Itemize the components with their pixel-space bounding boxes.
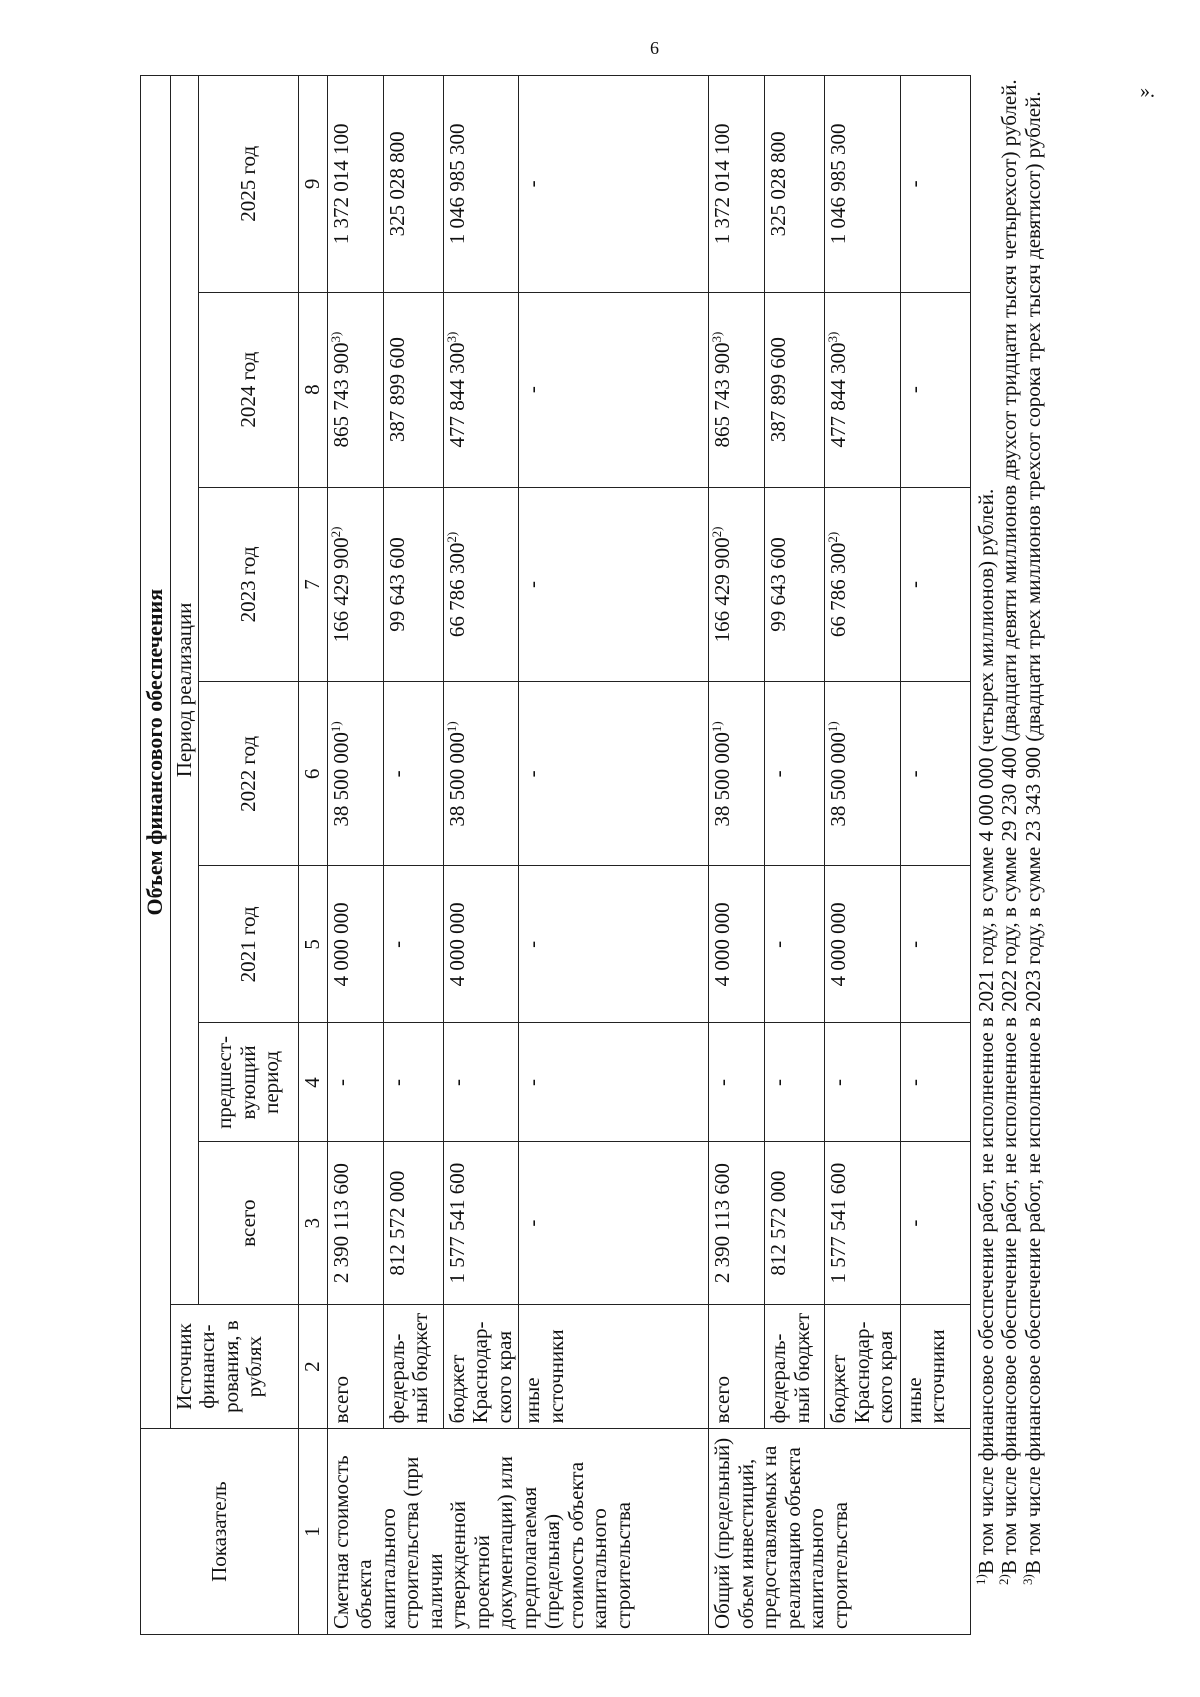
value-cell: -: [383, 1023, 443, 1142]
table-row: [443, 76, 519, 1635]
value-cell: 38 500 000$^{1)}$: [327, 682, 383, 866]
column-number: 5: [299, 866, 328, 1023]
footnote-ref: 1): [825, 721, 841, 733]
footnote-ref: 2): [327, 526, 343, 538]
source-cell: всего: [709, 1304, 765, 1428]
value-cell: -: [825, 1023, 901, 1142]
value-cell: -: [519, 682, 709, 866]
footnote-ref: 1): [709, 721, 725, 733]
source-cell: всего: [327, 1304, 383, 1428]
value-cell: 387 899 600: [765, 292, 825, 487]
value-cell: -: [519, 292, 709, 487]
column-number: 8: [299, 292, 328, 487]
header-previous-period: предшест-вующий период: [199, 1023, 299, 1142]
indicator-cell: Сметная стоимость объекта капитального строительства (при наличии утвержденной проектной документации) или предполагаемая (предельная) стоимость объекта капитального строительства: [327, 1429, 709, 1635]
value-cell: 1 372 014 100: [327, 76, 383, 293]
value-cell: 1 577 541 600: [443, 1142, 519, 1304]
value-cell: -: [900, 487, 970, 682]
value-cell: 477 844 300$^{3)}$: [443, 292, 519, 487]
value-cell: 1 577 541 600: [825, 1142, 901, 1304]
column-number-row: [299, 76, 328, 1635]
column-number: 7: [299, 487, 328, 682]
footnote-ref: 3): [443, 331, 459, 343]
header-2024: 2024 год: [199, 292, 299, 487]
value-cell: -: [900, 866, 970, 1023]
value-cell: 812 572 000: [383, 1142, 443, 1304]
table-row: [825, 76, 901, 1635]
footnote-ref: 3): [327, 331, 343, 343]
value-cell: -: [900, 1023, 970, 1142]
value-cell: 325 028 800: [383, 76, 443, 293]
footnote-ref: 2): [709, 526, 725, 538]
value-cell: 66 786 300$^{2)}$: [825, 487, 901, 682]
value-cell: -: [900, 76, 970, 293]
table-row: [709, 76, 765, 1635]
value-cell: 4 000 000: [709, 866, 765, 1023]
value-cell: -: [519, 487, 709, 682]
header-total: всего: [199, 1142, 299, 1304]
header-2025: 2025 год: [199, 76, 299, 293]
table-row: [765, 76, 825, 1635]
footnote-ref: 3): [709, 331, 725, 343]
closing-quote-mark: ».: [1140, 80, 1155, 102]
value-cell: 66 786 300$^{2)}$: [443, 487, 519, 682]
value-cell: 812 572 000: [765, 1142, 825, 1304]
value-cell: -: [519, 1023, 709, 1142]
page-number: 6: [650, 38, 659, 58]
value-cell: 99 643 600: [383, 487, 443, 682]
value-cell: 1 046 985 300: [825, 76, 901, 293]
value-cell: 99 643 600: [765, 487, 825, 682]
financing-table: [140, 75, 971, 1635]
header-source: Источник финанси-рования, в рублях: [170, 1304, 299, 1428]
value-cell: 166 429 900$^{2)}$: [709, 487, 765, 682]
header-indicator: Показатель: [141, 1429, 299, 1635]
value-cell: 38 500 000$^{1)}$: [443, 682, 519, 866]
value-cell: 2 390 113 600: [327, 1142, 383, 1304]
value-cell: 166 429 900$^{2)}$: [327, 487, 383, 682]
source-cell: иные источники: [519, 1304, 709, 1428]
value-cell: 4 000 000: [327, 866, 383, 1023]
value-cell: 1 372 014 100: [709, 76, 765, 293]
value-cell: -: [519, 76, 709, 293]
value-cell: 2 390 113 600: [709, 1142, 765, 1304]
value-cell: -: [327, 1023, 383, 1142]
header-2022: 2022 год: [199, 682, 299, 866]
table-title: Объем финансового обеспечения: [141, 76, 171, 1429]
table-body: [327, 76, 970, 1635]
header-period: Период реализации: [170, 76, 199, 1305]
column-number: 6: [299, 682, 328, 866]
value-cell: 38 500 000$^{1)}$: [825, 682, 901, 866]
column-number: 2: [299, 1304, 328, 1428]
value-cell: 1 046 985 300: [443, 76, 519, 293]
footnotes: [972, 75, 1046, 1635]
value-cell: 865 743 900$^{3)}$: [709, 292, 765, 487]
value-cell: 477 844 300$^{3)}$: [825, 292, 901, 487]
value-cell: 325 028 800: [765, 76, 825, 293]
value-cell: 4 000 000: [443, 866, 519, 1023]
value-cell: -: [765, 1023, 825, 1142]
value-cell: -: [709, 1023, 765, 1142]
footnote-ref: 1): [443, 721, 459, 733]
column-number: 1: [299, 1429, 328, 1635]
table-row: [383, 76, 443, 1635]
value-cell: -: [765, 866, 825, 1023]
rotated-content: [140, 75, 1060, 1635]
indicator-cell: Общий (предельный) объем инвестиций, предоставляемых на реализацию объекта капитального строительства: [709, 1429, 971, 1635]
footnote-3: $^{3)}$В том числе финансовое обеспечение работ, не исполненное в 2023 году, в сумме 23 343 900 (двадцати трех миллионов трехсот сорока трех тысяч девятисот) рублей.: [1019, 91, 1045, 1585]
column-number: 3: [299, 1142, 328, 1304]
source-cell: бюджет Краснодар-ского края: [825, 1304, 901, 1428]
footnote-2: $^{2)}$В том числе финансовое обеспечение работ, не исполненное в 2022 году, в сумме 29 230 400 (двадцати девяти миллионов двухсот тридцати тысяч четырехсот) рублей.: [996, 79, 1022, 1585]
source-cell: бюджет Краснодар-ского края: [443, 1304, 519, 1428]
value-cell: -: [519, 866, 709, 1023]
value-cell: -: [443, 1023, 519, 1142]
footnote-ref: 3): [825, 331, 841, 343]
value-cell: -: [900, 682, 970, 866]
value-cell: 387 899 600: [383, 292, 443, 487]
value-cell: 38 500 000$^{1)}$: [709, 682, 765, 866]
footnote-ref: 1): [327, 721, 343, 733]
value-cell: 4 000 000: [825, 866, 901, 1023]
table-row: [327, 76, 383, 1635]
table-row: [900, 76, 970, 1635]
header-2021: 2021 год: [199, 866, 299, 1023]
value-cell: -: [765, 682, 825, 866]
value-cell: -: [900, 1142, 970, 1304]
source-cell: федераль-ный бюджет: [383, 1304, 443, 1428]
header-2023: 2023 год: [199, 487, 299, 682]
footnote-ref: 2): [825, 531, 841, 543]
source-cell: федераль-ный бюджет: [765, 1304, 825, 1428]
table-row: [519, 76, 709, 1635]
value-cell: -: [383, 682, 443, 866]
value-cell: 865 743 900$^{3)}$: [327, 292, 383, 487]
footnote-ref: 2): [443, 531, 459, 543]
value-cell: -: [519, 1142, 709, 1304]
footnote-1: $^{1)}$В том числе финансовое обеспечение работ, не исполненное в 2021 году, в сумме 4 000 000 (четырех миллионов) рублей.: [972, 488, 998, 1585]
value-cell: -: [900, 292, 970, 487]
column-number: 4: [299, 1023, 328, 1142]
source-cell: иные источники: [900, 1304, 970, 1428]
column-number: 9: [299, 76, 328, 293]
value-cell: -: [383, 866, 443, 1023]
